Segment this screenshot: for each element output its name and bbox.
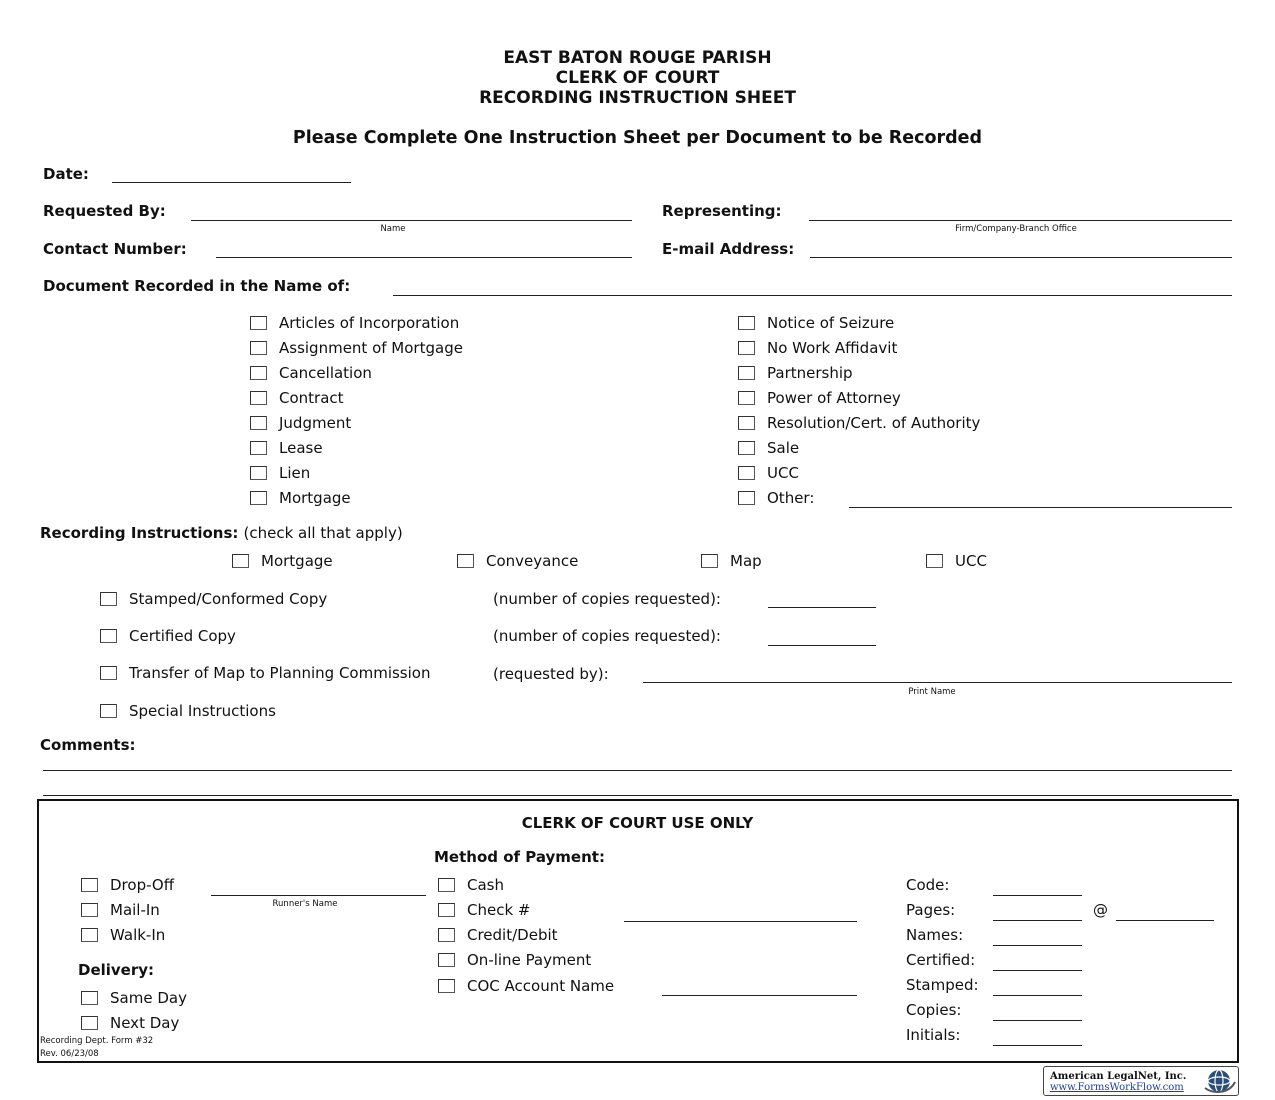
certified-label: Certified: bbox=[906, 951, 976, 969]
checkbox-icon[interactable] bbox=[250, 341, 267, 355]
doctype-label: Sale bbox=[767, 439, 800, 457]
doctype-label: Contract bbox=[279, 389, 344, 407]
recording-ucc[interactable] bbox=[926, 552, 987, 570]
method-of-payment-label: Method of Payment: bbox=[434, 848, 605, 866]
transfer-map-label: Transfer of Map to Planning Commission bbox=[129, 664, 431, 682]
recording-type-label: Map bbox=[730, 552, 762, 570]
payment-check[interactable] bbox=[438, 901, 530, 919]
checkbox-icon[interactable] bbox=[250, 416, 267, 430]
pages-field[interactable] bbox=[993, 920, 1082, 921]
certified-copies-label: (number of copies requested): bbox=[493, 627, 721, 645]
special-instructions-label: Special Instructions bbox=[129, 702, 276, 720]
stamped-copies-label: (number of copies requested): bbox=[493, 590, 721, 608]
recording-instructions-label: Recording Instructions: bbox=[40, 524, 239, 542]
requested-by-label: Requested By: bbox=[43, 202, 166, 220]
pages-label: Pages: bbox=[906, 901, 956, 919]
same-day-option[interactable] bbox=[81, 989, 187, 1007]
next-day-label: Next Day bbox=[110, 1014, 180, 1032]
recording-conveyance[interactable] bbox=[457, 552, 578, 570]
doctype-label: UCC bbox=[767, 464, 799, 482]
recording-instructions-heading bbox=[40, 523, 403, 542]
doctype-label: Power of Attorney bbox=[767, 389, 901, 407]
doctype-sale[interactable] bbox=[738, 439, 799, 457]
recording-type-label: Conveyance bbox=[486, 552, 579, 570]
checkbox-icon[interactable] bbox=[81, 991, 98, 1005]
checkbox-icon[interactable] bbox=[250, 366, 267, 380]
checkbox-icon[interactable] bbox=[438, 979, 455, 993]
checkbox-icon[interactable] bbox=[438, 953, 455, 967]
walkin-label: Walk-In bbox=[110, 926, 166, 944]
checkbox-icon[interactable] bbox=[250, 441, 267, 455]
firm-caption: Firm/Company-Branch Office bbox=[955, 224, 1077, 234]
checkbox-icon[interactable] bbox=[738, 491, 755, 505]
doctype-no-work-affidavit[interactable] bbox=[738, 339, 897, 357]
doctype-lien[interactable] bbox=[250, 464, 310, 482]
payment-coc-account[interactable] bbox=[438, 977, 614, 995]
checkbox-icon[interactable] bbox=[738, 391, 755, 405]
checkbox-icon[interactable] bbox=[926, 554, 943, 568]
doctype-resolution[interactable] bbox=[738, 414, 980, 432]
transfer-requested-by-label: (requested by): bbox=[493, 665, 609, 683]
checkbox-icon[interactable] bbox=[738, 341, 755, 355]
checkbox-icon[interactable] bbox=[250, 391, 267, 405]
payment-label: On-line Payment bbox=[467, 951, 592, 969]
doctype-label: Lien bbox=[279, 464, 311, 482]
checkbox-icon[interactable] bbox=[738, 416, 755, 430]
doctype-label: Other: bbox=[767, 489, 815, 507]
names-field[interactable] bbox=[993, 945, 1082, 946]
next-day-option[interactable] bbox=[81, 1014, 179, 1032]
recording-type-label: Mortgage bbox=[261, 552, 333, 570]
doctype-ucc[interactable] bbox=[738, 464, 799, 482]
doctype-label: Assignment of Mortgage bbox=[279, 339, 463, 357]
doctype-contract[interactable] bbox=[250, 389, 344, 407]
checkbox-icon[interactable] bbox=[701, 554, 718, 568]
doctype-lease[interactable] bbox=[250, 439, 323, 457]
recording-mortgage[interactable] bbox=[232, 552, 333, 570]
doctype-label: Mortgage bbox=[279, 489, 351, 507]
doctype-notice-of-seizure[interactable] bbox=[738, 314, 894, 332]
special-instructions-option[interactable] bbox=[100, 702, 276, 720]
initials-field[interactable] bbox=[993, 1045, 1082, 1046]
checkbox-icon[interactable] bbox=[438, 903, 455, 917]
stamped-copy-option[interactable] bbox=[100, 590, 327, 608]
stamped-copies-field[interactable] bbox=[768, 607, 876, 608]
header-clerk: CLERK OF COURT bbox=[555, 68, 720, 88]
checkbox-icon[interactable] bbox=[250, 316, 267, 330]
checkbox-icon[interactable] bbox=[100, 629, 117, 643]
globe-icon bbox=[1201, 1068, 1237, 1094]
walkin-option[interactable] bbox=[81, 926, 165, 944]
checkbox-icon[interactable] bbox=[738, 316, 755, 330]
copies-field[interactable] bbox=[993, 1020, 1082, 1021]
other-field[interactable] bbox=[849, 507, 1232, 508]
checkbox-icon[interactable] bbox=[738, 441, 755, 455]
date-label: Date: bbox=[43, 165, 89, 183]
header-sheet-title: RECORDING INSTRUCTION SHEET bbox=[479, 88, 796, 108]
payment-cash[interactable] bbox=[438, 876, 504, 894]
email-label: E-mail Address: bbox=[662, 240, 795, 258]
company-name: American LegalNet, Inc. bbox=[1050, 1071, 1187, 1082]
same-day-label: Same Day bbox=[110, 989, 187, 1007]
company-url-link[interactable]: www.FormsWorkFlow.com bbox=[1050, 1082, 1184, 1093]
comments-line-1[interactable] bbox=[43, 770, 1232, 771]
certified-copy-label: Certified Copy bbox=[129, 627, 236, 645]
recording-map[interactable] bbox=[701, 552, 762, 570]
initials-label: Initials: bbox=[906, 1026, 961, 1044]
at-sign: @ bbox=[1093, 901, 1108, 919]
recording-instructions-note: (check all that apply) bbox=[243, 524, 403, 542]
mailin-label: Mail-In bbox=[110, 901, 160, 919]
checkbox-icon[interactable] bbox=[100, 592, 117, 606]
stamped-label: Stamped: bbox=[906, 976, 979, 994]
date-field[interactable] bbox=[112, 182, 351, 183]
contact-number-field[interactable] bbox=[216, 257, 632, 258]
payment-credit-debit[interactable] bbox=[438, 926, 558, 944]
recording-type-label: UCC bbox=[955, 552, 987, 570]
checkbox-icon[interactable] bbox=[438, 928, 455, 942]
checkbox-icon[interactable] bbox=[81, 878, 98, 892]
doctype-assignment[interactable] bbox=[250, 339, 463, 357]
clerk-use-title: CLERK OF COURT USE ONLY bbox=[521, 814, 754, 832]
revision-date: Rev. 06/23/08 bbox=[40, 1049, 99, 1059]
code-label: Code: bbox=[906, 876, 950, 894]
checkbox-icon[interactable] bbox=[100, 704, 117, 718]
checkbox-icon[interactable] bbox=[81, 1016, 98, 1030]
doctype-label: Notice of Seizure bbox=[767, 314, 895, 332]
checkbox-icon[interactable] bbox=[232, 554, 249, 568]
requested-by-field[interactable] bbox=[191, 220, 632, 221]
stamped-field[interactable] bbox=[993, 995, 1082, 996]
stamped-copy-label: Stamped/Conformed Copy bbox=[129, 590, 328, 608]
checkbox-icon[interactable] bbox=[457, 554, 474, 568]
checkbox-icon[interactable] bbox=[81, 928, 98, 942]
doctype-articles[interactable] bbox=[250, 314, 459, 332]
clerk-use-box bbox=[37, 799, 1239, 1063]
doctype-partnership[interactable] bbox=[738, 364, 853, 382]
comments-label: Comments: bbox=[40, 736, 136, 754]
coc-account-name-field[interactable] bbox=[662, 995, 857, 996]
mailin-option[interactable] bbox=[81, 901, 160, 919]
payment-label: COC Account Name bbox=[467, 977, 615, 995]
doctype-power-of-attorney[interactable] bbox=[738, 389, 901, 407]
copies-label: Copies: bbox=[906, 1001, 962, 1019]
payment-label: Cash bbox=[467, 876, 504, 894]
checkbox-icon[interactable] bbox=[100, 666, 117, 680]
form-number: Recording Dept. Form #32 bbox=[40, 1036, 154, 1046]
pages-rate-field[interactable] bbox=[1116, 920, 1214, 921]
contact-number-label: Contact Number: bbox=[43, 240, 187, 258]
dropoff-label: Drop-Off bbox=[110, 876, 175, 894]
doctype-label: Lease bbox=[279, 439, 323, 457]
doctype-label: Cancellation bbox=[279, 364, 372, 382]
certified-field[interactable] bbox=[993, 970, 1082, 971]
checkbox-icon[interactable] bbox=[738, 366, 755, 380]
dropoff-option[interactable] bbox=[81, 876, 174, 894]
doctype-cancellation[interactable] bbox=[250, 364, 372, 382]
runners-name-field[interactable] bbox=[211, 895, 426, 896]
doctype-other[interactable] bbox=[738, 489, 814, 507]
comments-line-2[interactable] bbox=[43, 795, 1232, 796]
name-caption: Name bbox=[380, 224, 406, 234]
doctype-judgment[interactable] bbox=[250, 414, 351, 432]
header-parish: EAST BATON ROUGE PARISH bbox=[503, 48, 772, 68]
delivery-label: Delivery: bbox=[78, 961, 155, 979]
certified-copy-option[interactable] bbox=[100, 627, 236, 645]
doctype-label: Articles of Incorporation bbox=[279, 314, 460, 332]
recorded-name-field[interactable] bbox=[393, 295, 1232, 296]
checkbox-icon[interactable] bbox=[81, 903, 98, 917]
checkbox-icon[interactable] bbox=[250, 466, 267, 480]
code-field[interactable] bbox=[993, 895, 1082, 896]
doctype-label: Resolution/Cert. of Authority bbox=[767, 414, 981, 432]
payment-label: Check # bbox=[467, 901, 531, 919]
doctype-label: Partnership bbox=[767, 364, 853, 382]
doctype-label: No Work Affidavit bbox=[767, 339, 898, 357]
instruction-subtitle: Please Complete One Instruction Sheet per Document to be Recorded bbox=[292, 128, 983, 148]
print-name-caption: Print Name bbox=[908, 687, 956, 697]
email-field[interactable] bbox=[810, 257, 1232, 258]
certified-copies-field[interactable] bbox=[768, 645, 876, 646]
runners-name-caption: Runner's Name bbox=[272, 899, 338, 909]
checkbox-icon[interactable] bbox=[250, 491, 267, 505]
doctype-label: Judgment bbox=[279, 414, 352, 432]
payment-label: Credit/Debit bbox=[467, 926, 558, 944]
doctype-mortgage[interactable] bbox=[250, 489, 351, 507]
transfer-requested-by-field[interactable] bbox=[643, 682, 1232, 683]
checkbox-icon[interactable] bbox=[738, 466, 755, 480]
representing-label: Representing: bbox=[662, 202, 782, 220]
check-number-field[interactable] bbox=[624, 921, 857, 922]
transfer-map-option[interactable] bbox=[100, 664, 430, 682]
checkbox-icon[interactable] bbox=[438, 878, 455, 892]
names-label: Names: bbox=[906, 926, 964, 944]
representing-field[interactable] bbox=[809, 220, 1232, 221]
payment-online[interactable] bbox=[438, 951, 591, 969]
recorded-name-label: Document Recorded in the Name of: bbox=[43, 277, 351, 295]
